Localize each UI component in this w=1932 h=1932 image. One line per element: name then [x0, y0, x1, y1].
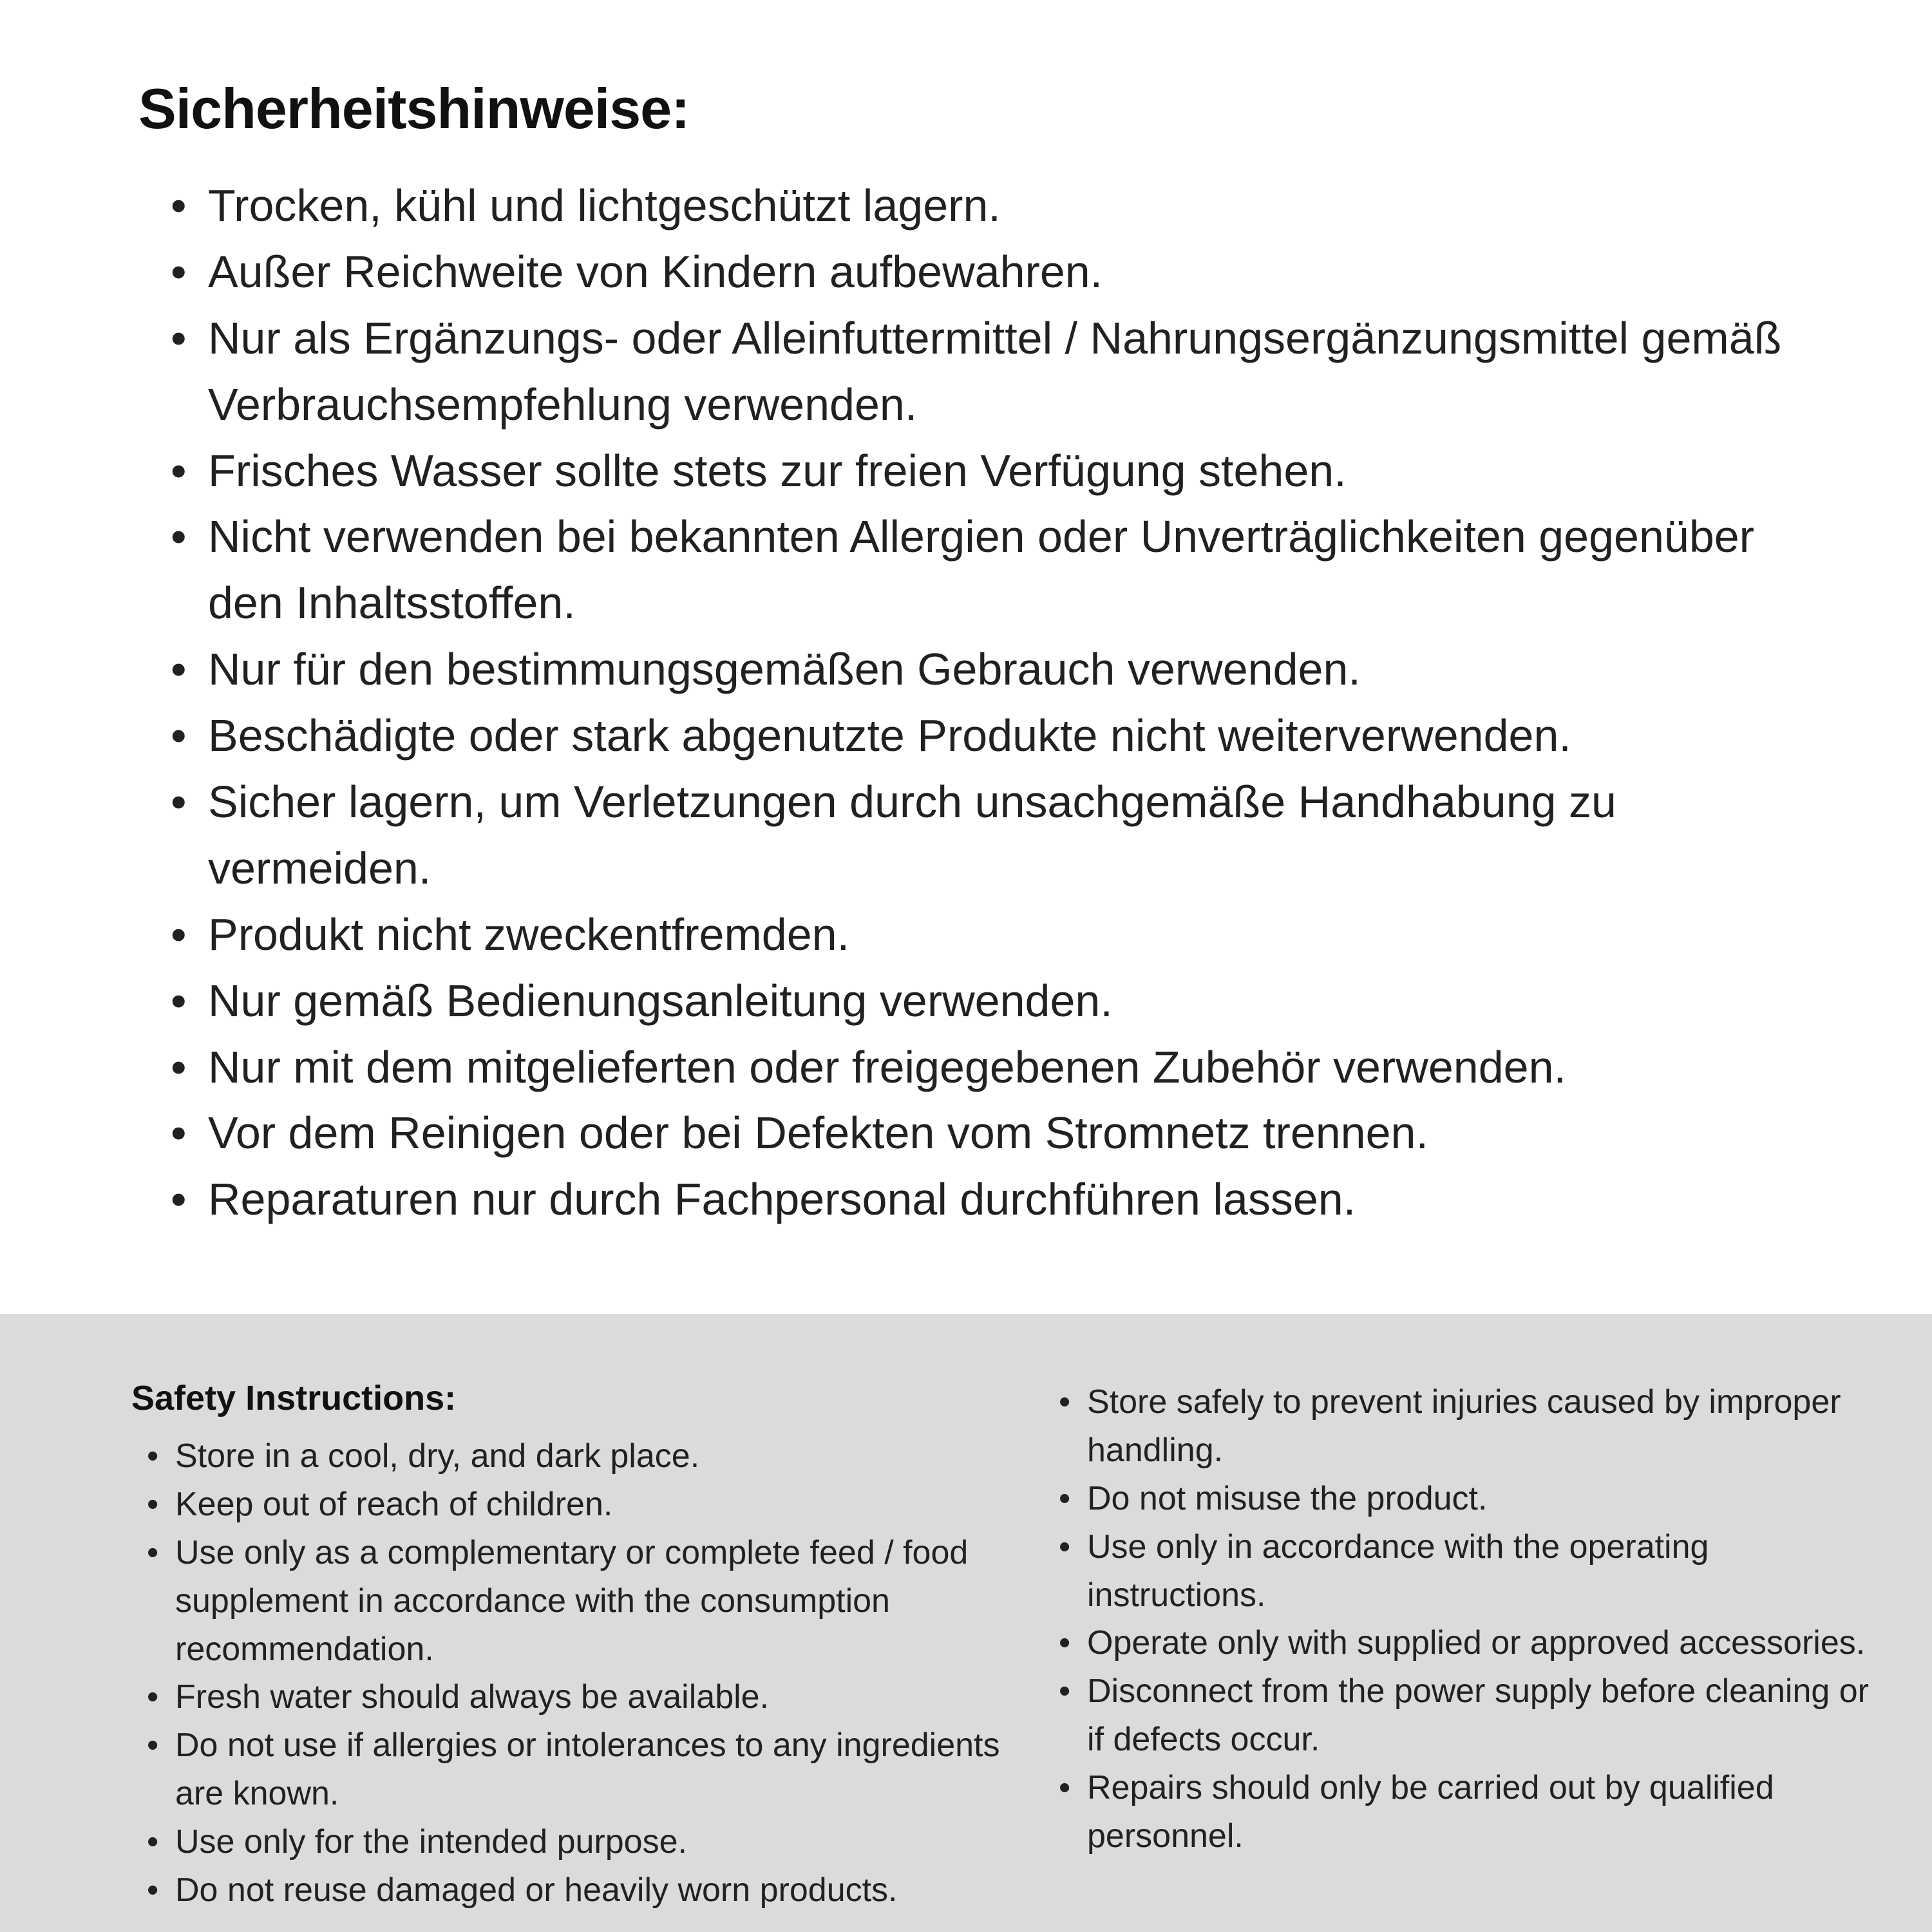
- safety-list-item: • Nur gemäß Bedienungsanleitung verwenden.: [171, 968, 1842, 1034]
- english-section-title: Safety Instructions:: [131, 1379, 457, 1417]
- safety-list-item: • Produkt nicht zweckentfremden.: [171, 902, 1842, 968]
- safety-list-item: • Do not misuse the product.: [1059, 1475, 1880, 1523]
- english-right-column: [1043, 1378, 1880, 1932]
- safety-list-item: • Use only for the intended purpose.: [147, 1818, 1007, 1866]
- safety-list-item: • Sicher lagern, um Verletzungen durch unsachgemäße Handhabung zu vermeiden.: [171, 769, 1842, 902]
- safety-list-item: • Keep out of reach of children.: [147, 1481, 1007, 1529]
- english-left-bullet-list: [131, 1432, 1007, 1915]
- safety-list-item: • Store in a cool, dry, and dark place.: [147, 1432, 1007, 1481]
- safety-list-item: • Frisches Wasser sollte stets zur freien Verfügung stehen.: [171, 438, 1842, 504]
- english-right-bullet-list: [1043, 1378, 1880, 1861]
- safety-list-item: • Disconnect from the power supply before cleaning or if defects occur.: [1059, 1667, 1880, 1764]
- safety-list-item: • Use only as a complementary or complete feed / food supplement in accordance with the consumption recommendation.: [147, 1529, 1007, 1674]
- safety-list-item: • Reparaturen nur durch Fachpersonal durchführen lassen.: [171, 1166, 1842, 1233]
- german-section-title: Sicherheitshinweise:: [138, 77, 690, 140]
- english-left-column: [131, 1378, 1007, 1932]
- english-safety-section: [0, 1314, 1932, 1932]
- safety-list-item: • Store safely to prevent injuries caused by improper handling.: [1059, 1378, 1880, 1475]
- safety-list-item: • Außer Reichweite von Kindern aufbewahren.: [171, 239, 1842, 305]
- safety-list-item: • Fresh water should always be available.: [147, 1673, 1007, 1721]
- safety-list-item: • Nur für den bestimmungsgemäßen Gebrauch verwenden.: [171, 636, 1842, 703]
- safety-list-item: • Nur als Ergänzungs- oder Alleinfuttermittel / Nahrungsergänzungsmittel gemäß Verbrauchsempfehlung verwenden.: [171, 305, 1842, 438]
- safety-list-item: • Do not reuse damaged or heavily worn products.: [147, 1866, 1007, 1915]
- safety-list-item: • Operate only with supplied or approved accessories.: [1059, 1619, 1880, 1667]
- safety-list-item: • Use only in accordance with the operating instructions.: [1059, 1523, 1880, 1620]
- safety-list-item: • Repairs should only be carried out by qualified personnel.: [1059, 1764, 1880, 1861]
- safety-list-item: • Nicht verwenden bei bekannten Allergien oder Unverträglichkeiten gegenüber den Inhaltsstoffen.: [171, 504, 1842, 636]
- safety-list-item: • Beschädigte oder stark abgenutzte Produkte nicht weiterverwenden.: [171, 703, 1842, 769]
- german-bullet-list: [138, 173, 1842, 1233]
- safety-list-item: • Nur mit dem mitgelieferten oder freigegebenen Zubehör verwenden.: [171, 1034, 1842, 1101]
- safety-list-item: • Trocken, kühl und lichtgeschützt lagern.: [171, 173, 1842, 239]
- safety-list-item: • Do not use if allergies or intolerances to any ingredients are known.: [147, 1721, 1007, 1818]
- safety-list-item: • Vor dem Reinigen oder bei Defekten vom Stromnetz trennen.: [171, 1100, 1842, 1166]
